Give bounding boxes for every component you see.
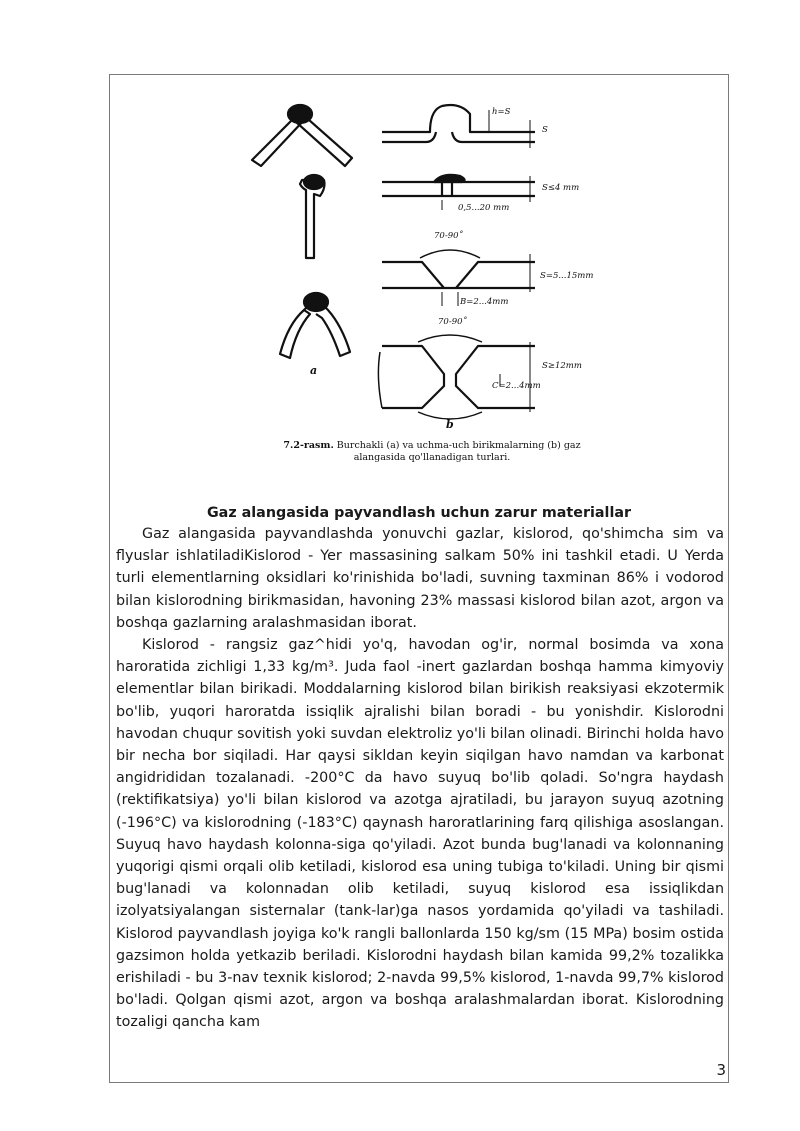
label-s-ge-12: S≥12mm — [542, 361, 582, 371]
label-gap: 0,5...20 mm — [458, 203, 510, 213]
butt-joint-1 — [382, 105, 535, 142]
figure-caption — [262, 440, 602, 464]
butt-joint-3 — [382, 262, 535, 288]
body-text — [116, 523, 724, 1034]
label-h-eq-s: h=S — [492, 107, 511, 117]
page-number: 3 — [716, 1061, 726, 1079]
label-angle-2: 70-90˚ — [438, 317, 467, 327]
label-b: b — [446, 418, 454, 431]
label-s: S — [542, 125, 548, 135]
corner-joint-3 — [280, 310, 310, 358]
label-b-2-4: B=2...4mm — [460, 297, 509, 307]
figure-caption-number: 7.2-rasm. — [283, 440, 334, 451]
butt-joint-4 — [382, 346, 535, 408]
label-a: a — [310, 364, 318, 377]
corner-joint-2 — [300, 180, 325, 258]
label-s-lt-4: S≤4 mm — [542, 183, 580, 193]
section-heading: Gaz alangasida payvandlash uchun zarur materiallar — [206, 505, 632, 521]
label-s-5-15: S=5...15mm — [540, 271, 594, 281]
label-c-2-4: C=2...4mm — [492, 381, 541, 391]
paragraph-2: Kislorod - rangsiz gaz^hidi yo'q, havodan og'ir, normal bosimda va xona haroratida zichligi 1,33 kg/m³. Juda faol -inert gazlardan boshqa hamma kimyoviy elementlar bilan birikadi. Moddalarning kislorod bilan birikish reaksiyasi ekzotermik bo'lib, yuqori haroratda issiqlik ajralishi bilan boradi - bu yonishdir. Kislorodni havodan chuqur sovitish yoki suvdan elektroliz yo'li bilan olinadi. Birinchi holda havo bir necha bor siqiladi. Har qaysi sikldan keyin siqilgan havo namdan va karbonat angidrididan tozalanadi. -200°C da havo suyuq bo'lib qoladi. So'ngra haydash (rektifikatsiya) yo'li bilan kislorod va azotga ajratiladi, bu jarayon suyuq azotning (-196°C) va kislorodning (-183°C) qaynash haroratlarining farq qilishiga asoslangan. Suyuq havo haydash kolonna-siga qo'yiladi. Azot bunda bug'lanadi va kolonnaning yuqorigi qismi orqali olib ketiladi, kislorod esa uning tubiga to'kiladi. Uning bir qismi bug'lanadi va kolonnadan olib ketiladi, suyuq kislorod esa issiqlikdan izolyatsiyalangan sisternalar (tank-lar)ga nasos yordamida qo'yiladi va tashiladi. Kislorod payvandlash joyiga ko'k rangli ballonlarda 150 kg/sm (15 MPa) bosim ostida gazsimon holda yetkazib beriladi. Kislorodni haydash bilan kamida 99,2% tozalikka erishiladi - bu 3-nav texnik kislorod; 2-navda 99,5% kislorod, 1-navda 99,7% kislorod bo'ladi. Qolgan qismi azot, argon va boshqa aralashmalardan iborat. Kislorodning tozaligi qancha kam — [116, 637, 724, 1031]
paragraph-1: Gaz alangasida payvandlashda yonuvchi gazlar, kislorod, qo'shimcha sim va flyuslar ishlatiladiKislorod - Yer massasining salkam 50% ini tashkil etadi. U Yerda turli elementlarning oksidlari ko'rinishida bo'ladi, suvning taxminan 86% i vodorod bilan kislorodning birikmasidan, havoning 23% massasi kislorod bilan azot, argon va boshqa gazlarning aralashmasidan iborat. — [116, 526, 724, 631]
butt-joint-2 — [382, 182, 535, 196]
label-angle-1: 70-90˚ — [434, 231, 463, 241]
weld-joint-figure — [230, 92, 610, 472]
figure-caption-text: Burchakli (a) va uchma-uch birikmalarning (b) gaz alangasida qo'llanadigan turlari. — [336, 440, 581, 463]
